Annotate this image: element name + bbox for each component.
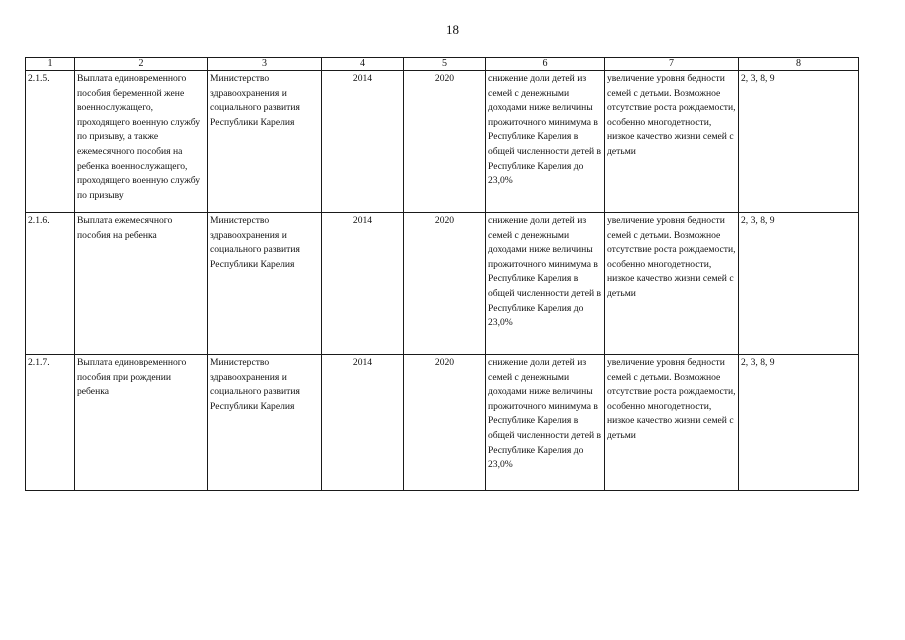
executor-cell: Министерство здравоохранения и социального развития Республики Карелия [208, 213, 322, 355]
table-row [26, 355, 859, 491]
header-cell-7: 7 [605, 58, 739, 71]
measure-code-cell: 2.1.5. [26, 71, 75, 213]
consequences-cell: увеличение уровня бедности семей с детьми. Возможное отсутствие роста рождаемости, особенно многодетности, низкое качество жизни семей с детьми [605, 213, 739, 355]
indicators-cell: 2, 3, 8, 9 [739, 71, 859, 213]
expected-result-cell: снижение доли детей из семей с денежными доходами ниже величины прожиточного минимума в Республике Карелия в общей численности детей в Республике Карелия до 23,0% [486, 213, 605, 355]
header-cell-6: 6 [486, 58, 605, 71]
header-cell-8: 8 [739, 58, 859, 71]
measure-name-cell: Выплата ежемесячного пособия на ребенка [75, 213, 208, 355]
program-measures-table [25, 57, 859, 491]
measure-code-cell: 2.1.6. [26, 213, 75, 355]
table-row [26, 213, 859, 355]
measure-name-cell: Выплата единовременного пособия беременной жене военнослужащего, проходящего военную службу по призыву, а также ежемесячного пособия на ребенка военнослужащего, проходящего военную службу по призыву [75, 71, 208, 213]
header-cell-2: 2 [75, 58, 208, 71]
header-cell-3: 3 [208, 58, 322, 71]
start-year-cell: 2014 [322, 213, 404, 355]
executor-cell: Министерство здравоохранения и социального развития Республики Карелия [208, 355, 322, 491]
start-year-cell: 2014 [322, 355, 404, 491]
consequences-cell: увеличение уровня бедности семей с детьми. Возможное отсутствие роста рождаемости, особенно многодетности, низкое качество жизни семей с детьми [605, 355, 739, 491]
indicators-cell: 2, 3, 8, 9 [739, 213, 859, 355]
end-year-cell: 2020 [404, 355, 486, 491]
header-cell-5: 5 [404, 58, 486, 71]
measure-code-cell: 2.1.7. [26, 355, 75, 491]
consequences-cell: увеличение уровня бедности семей с детьми. Возможное отсутствие роста рождаемости, особенно многодетности, низкое качество жизни семей с детьми [605, 71, 739, 213]
table-header-row [26, 58, 859, 71]
header-cell-4: 4 [322, 58, 404, 71]
indicators-cell: 2, 3, 8, 9 [739, 355, 859, 491]
measure-name-cell: Выплата единовременного пособия при рождении ребенка [75, 355, 208, 491]
end-year-cell: 2020 [404, 71, 486, 213]
page-number: 18 [446, 22, 459, 37]
table-row [26, 71, 859, 213]
expected-result-cell: снижение доли детей из семей с денежными доходами ниже величины прожиточного минимума в Республике Карелия в общей численности детей в Республике Карелия до 23,0% [486, 71, 605, 213]
expected-result-cell: снижение доли детей из семей с денежными доходами ниже величины прожиточного минимума в Республике Карелия в общей численности детей в Республике Карелия до 23,0% [486, 355, 605, 491]
executor-cell: Министерство здравоохранения и социального развития Республики Карелия [208, 71, 322, 213]
end-year-cell: 2020 [404, 213, 486, 355]
header-cell-1: 1 [26, 58, 75, 71]
start-year-cell: 2014 [322, 71, 404, 213]
